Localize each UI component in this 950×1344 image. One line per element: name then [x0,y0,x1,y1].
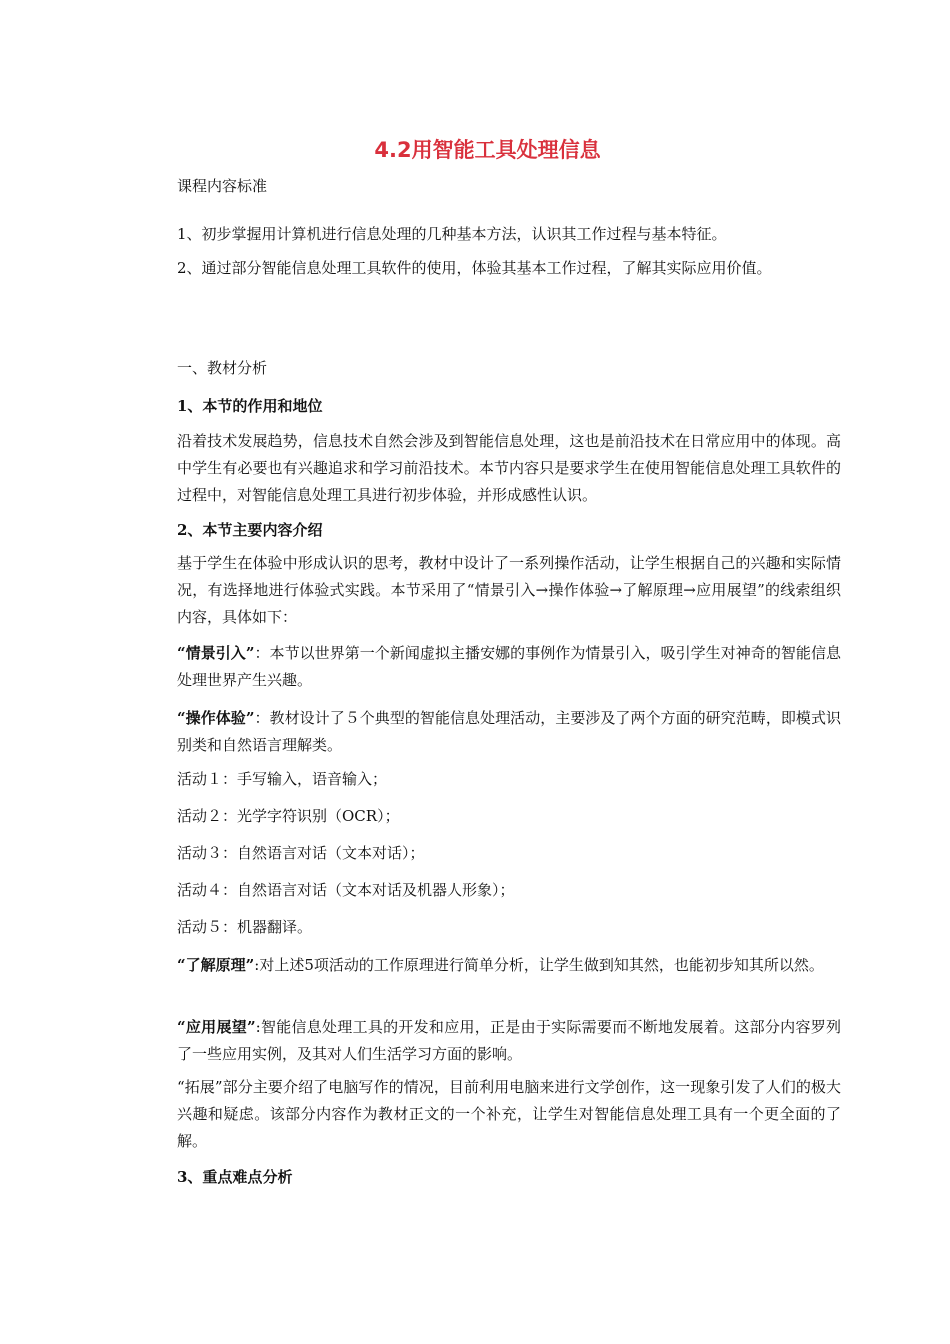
principle-label: “了解原理” [177,956,255,974]
intro-label: “情景引入” [177,644,255,662]
activity-item: 活动４：自然语言对话（文本对话及机器人形象）； [177,881,515,899]
paragraph-expand: “拓展”部分主要介绍了电脑写作的情况，目前利用电脑来进行文学创作，这一现象引发了人们的极大兴趣和疑虑。该部分内容作为教材正文的一个补充，让学生对智能信息处理工具有一个更全面的了解。 [177,1078,841,1150]
activity-item: 活动３：自然语言对话（文本对话）； [177,844,425,862]
subsection-heading: 2、本节主要内容介绍 [177,521,323,539]
outlook-label: “应用展望” [177,1018,256,1036]
operation-label: “操作体验” [177,709,255,727]
paragraph-outlook [142,1014,841,1068]
paragraph: 沿着技术发展趋势，信息技术自然会涉及到智能信息处理，这也是前沿技术在日常应用中的体现。高中学生有必要也有兴趣追求和学习前沿技术。本节内容只是要求学生在使用智能信息处理工具软件的过程中，对智能信息处理工具进行初步体验，并形成感性认识。 [177,432,841,504]
subsection-heading: 3、重点难点分析 [177,1168,293,1186]
activity-item: 活动２：光学字符识别（OCR）； [177,807,400,825]
standard-item-1: 1、初步掌握用计算机进行信息处理的几种基本方法，认识其工作过程与基本特征。 [177,225,727,243]
subsection-heading: 1、本节的作用和地位 [177,397,323,415]
outlook-text: :智能信息处理工具的开发和应用，正是由于实际需要而不断地发展着。这部分内容罗列了一些应用实例，及其对人们生活学习方面的影响。 [177,1018,841,1063]
activity-item: 活动１：手写输入，语音输入； [177,770,388,788]
standard-heading: 课程内容标准 [177,177,268,195]
page-title: 4.2用智能工具处理信息 [374,138,601,162]
paragraph: 基于学生在体验中形成认识的思考，教材中设计了一系列操作活动，让学生根据自己的兴趣和实际情况，有选择地进行体验式实践。本节采用了“情景引入→操作体验→了解原理→应用展望”的线索组织内容，具体如下： [177,554,841,626]
paragraph-intro [142,640,841,694]
standard-item-2: 2、通过部分智能信息处理工具软件的使用，体验其基本工作过程，了解其实际应用价值。 [177,259,772,277]
intro-text: ：本节以世界第一个新闻虚拟主播安娜的事例作为情景引入，吸引学生对神奇的智能信息处理世界产生兴趣。 [177,644,841,689]
activity-item: 活动５：机器翻译。 [177,918,313,936]
operation-text: ：教材设计了５个典型的智能信息处理活动，主要涉及了两个方面的研究范畴，即模式识别类和自然语言理解类。 [177,709,841,754]
paragraph-operation [142,705,841,759]
principle-text: :对上述5项活动的工作原理进行简单分析，让学生做到知其然，也能初步知其所以然。 [254,956,824,974]
paragraph-principle [142,952,841,979]
section-heading: 一、教材分析 [177,359,268,377]
